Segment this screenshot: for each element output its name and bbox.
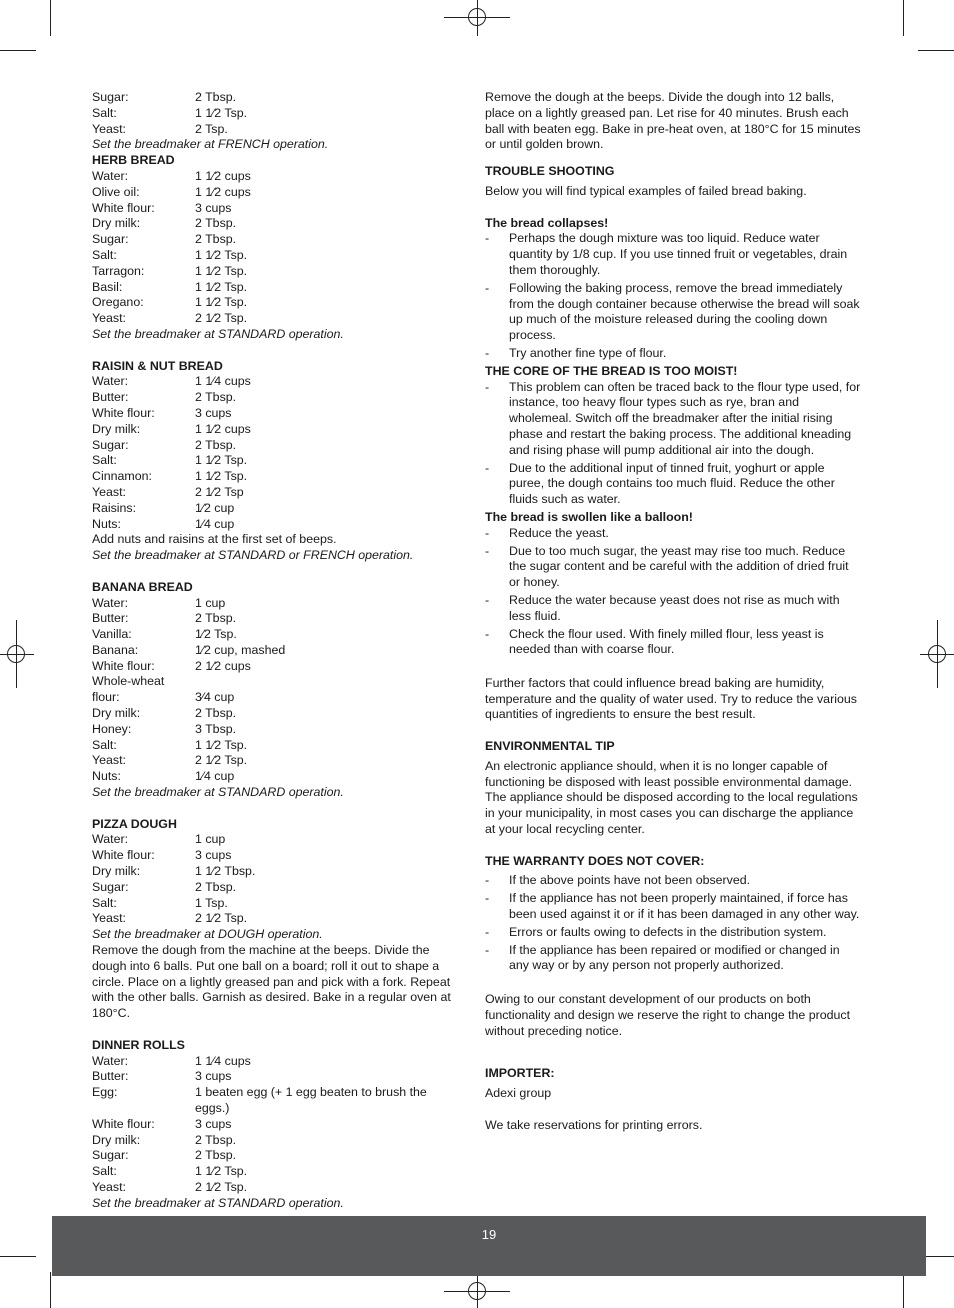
ingredient-amount: 1 1⁄2 Tsp.: [195, 1164, 248, 1179]
crop-mark: [903, 1272, 904, 1308]
influencing-factors: Further factors that could influence bread baking are humidity, temperature and the quality of water used. Try to reduce the various quantities of ingredients to ensure the best result.: [485, 675, 857, 722]
ingredient-name: Sugar:: [92, 90, 129, 104]
list-item: [485, 943, 863, 975]
list-item-text: Due to the additional input of tinned fruit, yoghurt or apple puree, the dough contains too much fluid. Reduce the other fluids such as water.: [509, 460, 835, 507]
ingredient-amount: 2 Tbsp.: [195, 216, 237, 231]
ingredient-name: Yeast:: [92, 1179, 126, 1194]
importer-name: Adexi group: [485, 1086, 552, 1101]
ingredient-name: Butter:: [92, 390, 129, 405]
ingredient-row: [92, 1164, 464, 1180]
ingredient-amount: 3 Tbsp.: [195, 721, 237, 736]
ingredient-amount: 2 1⁄2 cups: [195, 658, 251, 673]
warranty-title: THE WARRANTY DOES NOT COVER:: [485, 853, 705, 868]
ingredient-name: Basil:: [92, 279, 123, 294]
ingredient-amount: 1 1⁄2 Tsp.: [195, 737, 248, 752]
ingredient-amount: 1⁄4 cup: [195, 769, 235, 784]
ingredient-name: Water:: [92, 832, 129, 847]
dash-bullet: -: [485, 592, 490, 607]
ingredient-row: [92, 738, 464, 754]
crop-mark: [0, 1256, 36, 1257]
ingredient-amount: 2 Tbsp.: [195, 232, 237, 247]
ingredient-row: [92, 201, 464, 217]
ingredient-name: Salt:: [92, 247, 117, 262]
ingredient-amount: 3 cups: [195, 405, 232, 420]
ingredient-row: [92, 1085, 464, 1117]
list-item-text: If the above points have not been observed.: [509, 873, 751, 888]
ingredient-amount: 1 1⁄2 Tsp.: [195, 453, 248, 468]
ingredient-amount: 1 1⁄2 cups: [195, 184, 251, 199]
list-item: [485, 461, 863, 508]
ingredient-amount: 1 cup: [195, 832, 226, 847]
ingredient-row: [92, 1054, 464, 1070]
dash-bullet: -: [485, 626, 490, 641]
ingredient-row: [92, 280, 464, 296]
development-notice: Owing to our constant development of our products on both functionality and design we reserve the right to change the product without preceding notice.: [485, 992, 851, 1038]
ingredient-row: [92, 596, 464, 612]
ingredient-amount: 2 Tbsp.: [195, 879, 237, 894]
ingredient-row: [92, 627, 464, 643]
right-column: [485, 90, 863, 1133]
ingredient-row: [92, 643, 464, 659]
ingredient-amount: 2 1⁄2 Tsp.: [195, 1179, 248, 1194]
ingredient-amount: 2 Tbsp.: [195, 90, 237, 104]
ingredient-row: [92, 659, 464, 675]
ingredient-row: [92, 438, 464, 454]
ingredient-row: [92, 896, 464, 912]
ingredient-name: Whole-wheat: [92, 674, 165, 689]
trouble-shooting-intro: Below you will find typical examples of failed bread baking.: [485, 183, 807, 198]
raisin-bread-note: Set the breadmaker at STANDARD or FRENCH operation.: [92, 548, 414, 563]
french-tail-list: [92, 90, 464, 137]
ingredient-name: Yeast:: [92, 311, 126, 326]
printing-errors-notice: We take reservations for printing errors.: [485, 1117, 703, 1132]
ingredient-name: Salt:: [92, 737, 117, 752]
ingredient-name: Nuts:: [92, 516, 121, 531]
bread-too-moist-title: THE CORE OF THE BREAD IS TOO MOIST!: [485, 363, 738, 378]
ingredient-amount: 1⁄2 cup: [195, 500, 235, 515]
ingredient-name: Salt:: [92, 105, 117, 120]
dash-bullet: -: [485, 873, 490, 888]
ingredient-name: Cinnamon:: [92, 469, 152, 484]
pizza-dough-ingredients: [92, 832, 464, 927]
list-item-text: Reduce the water because yeast does not rise as much with less fluid.: [509, 592, 840, 623]
ingredient-row: [92, 169, 464, 185]
bread-collapses-list: [485, 231, 863, 361]
banana-bread-title: BANANA BREAD: [92, 579, 193, 594]
ingredient-row: [92, 864, 464, 880]
ingredient-name: Salt:: [92, 895, 117, 910]
warranty-list: [485, 873, 863, 974]
list-item: [485, 380, 863, 459]
ingredient-amount: 3 cups: [195, 1069, 232, 1084]
ingredient-row: [92, 453, 464, 469]
crop-mark: [903, 0, 904, 36]
ingredient-row: [92, 911, 464, 927]
ingredient-name: White flour:: [92, 658, 155, 673]
ingredient-row: [92, 1133, 464, 1149]
ingredient-amount: 2 Tbsp.: [195, 706, 237, 721]
crop-mark: [50, 1272, 51, 1308]
herb-bread-note: Set the breadmaker at STANDARD operation.: [92, 326, 344, 341]
ingredient-amount: 1 1⁄4 cups: [195, 1053, 251, 1068]
list-item: [485, 281, 863, 344]
ingredient-name: White flour:: [92, 1116, 155, 1131]
ingredient-amount: 1⁄2 cup, mashed: [195, 642, 286, 657]
ingredient-row: [92, 122, 464, 138]
list-item: [485, 346, 863, 362]
ingredient-row: [92, 674, 464, 690]
dash-bullet: -: [485, 460, 490, 475]
ingredient-name: Butter:: [92, 611, 129, 626]
ingredient-amount: 2 1⁄2 Tsp.: [195, 311, 248, 326]
bread-collapses-title: The bread collapses!: [485, 215, 609, 230]
ingredient-amount: 3 cups: [195, 1116, 232, 1131]
ingredient-row: [92, 469, 464, 485]
ingredient-row: [92, 690, 464, 706]
ingredient-row: [92, 406, 464, 422]
ingredient-name: Sugar:: [92, 1148, 129, 1163]
list-item: [485, 526, 863, 542]
ingredient-name: Yeast:: [92, 121, 126, 136]
ingredient-name: Egg:: [92, 1085, 118, 1100]
ingredient-name: Salt:: [92, 453, 117, 468]
ingredient-amount: 1 Tsp.: [195, 895, 228, 910]
ingredient-row: [92, 295, 464, 311]
list-item-text: This problem can often be traced back to the flour type used, for instance, too heavy flour types such as rye, bran and wholemeal. Switch off the breadmaker after the initial rising phase and restart the baking process. The additional kneading and rising phase will pump additional air into the dough.: [509, 379, 861, 457]
ingredient-name: Dry milk:: [92, 421, 141, 436]
ingredient-name: Oregano:: [92, 295, 144, 310]
raisin-bread-ingredients: [92, 374, 464, 532]
list-item: [485, 544, 863, 591]
ingredient-amount: 2 Tbsp.: [195, 437, 237, 452]
ingredient-amount: 1 1⁄2 cups: [195, 168, 251, 183]
bread-balloon-title: The bread is swollen like a balloon!: [485, 509, 693, 524]
ingredient-amount: [195, 674, 464, 690]
ingredient-amount: 1 1⁄2 Tsp.: [195, 469, 248, 484]
list-item-text: Due to too much sugar, the yeast may rise too much. Reduce the sugar content and be careful with the addition of dried fruit or honey.: [509, 543, 849, 590]
ingredient-amount: 3⁄4 cup: [195, 690, 235, 705]
ingredient-row: [92, 753, 464, 769]
ingredient-amount: 2 Tbsp.: [195, 611, 237, 626]
dinner-rolls-ingredients: [92, 1054, 464, 1196]
registration-mark-icon: [468, 1282, 486, 1300]
ingredient-amount: 1 cup: [195, 595, 226, 610]
pizza-dough-title: PIZZA DOUGH: [92, 816, 177, 831]
ingredient-row: [92, 706, 464, 722]
ingredient-row: [92, 848, 464, 864]
list-item-text: Errors or faults owing to defects in the distribution system.: [509, 924, 827, 939]
ingredient-row: [92, 722, 464, 738]
dash-bullet: -: [485, 379, 490, 394]
ingredient-row: [92, 422, 464, 438]
ingredient-name: Yeast:: [92, 911, 126, 926]
banana-bread-ingredients: [92, 596, 464, 786]
ingredient-row: [92, 611, 464, 627]
list-item: [485, 593, 863, 625]
ingredient-name: Water:: [92, 595, 129, 610]
pizza-dough-note: Set the breadmaker at DOUGH operation.: [92, 927, 323, 942]
dash-bullet: -: [485, 525, 490, 540]
ingredient-row: [92, 90, 464, 106]
list-item-text: Following the baking process, remove the bread immediately from the dough container because otherwise the bread will soak up much of the moisture released during the cooling down process.: [509, 280, 860, 343]
ingredient-row: [92, 185, 464, 201]
list-item-text: Reduce the yeast.: [509, 525, 609, 540]
trouble-shooting-title: TROUBLE SHOOTING: [485, 164, 615, 179]
herb-bread-title: HERB BREAD: [92, 153, 175, 168]
list-item: [485, 873, 863, 889]
crop-mark: [50, 0, 51, 36]
ingredient-name: White flour:: [92, 848, 155, 863]
dash-bullet: -: [485, 231, 490, 246]
list-item-text: Check the flour used. With finely milled flour, less yeast is needed than with coarse flour.: [509, 626, 824, 657]
dash-bullet: -: [485, 891, 490, 906]
list-item: [485, 627, 863, 659]
ingredient-name: Dry milk:: [92, 864, 141, 879]
crop-mark: [0, 50, 36, 51]
list-item-text: If the appliance has not been properly maintained, if force has been used against it or if it has been damaged in any other way.: [509, 891, 860, 922]
environmental-tip-text: An electronic appliance should, when it is no longer capable of functioning be disposed with least possible environmental damage. The appliance should be disposed according to the local regulations in your municipality, in most cases you can discharge the appliance at your local recycling center.: [485, 758, 858, 837]
ingredient-name: Yeast:: [92, 484, 126, 499]
ingredient-name: Dry milk:: [92, 1132, 141, 1147]
ingredient-row: [92, 390, 464, 406]
ingredient-row: [92, 216, 464, 232]
ingredient-name: Nuts:: [92, 769, 121, 784]
ingredient-name: Water:: [92, 1053, 129, 1068]
ingredient-row: [92, 1148, 464, 1164]
ingredient-row: [92, 517, 464, 533]
dash-bullet: -: [485, 543, 490, 558]
ingredient-amount: 1 1⁄4 cups: [195, 374, 251, 389]
ingredient-amount: 3 cups: [195, 848, 232, 863]
ingredient-name: flour:: [92, 690, 120, 705]
list-item: [485, 925, 863, 941]
ingredient-name: Dry milk:: [92, 706, 141, 721]
herb-bread-ingredients: [92, 169, 464, 327]
list-item-text: Perhaps the dough mixture was too liquid. Reduce water quantity by 1/8 cup. If you use tinned fruit or vegetables, drain them thoroughly.: [509, 231, 848, 277]
ingredient-amount: 2 1⁄2 Tsp: [195, 484, 244, 499]
list-item-text: If the appliance has been repaired or modified or changed in any way or by any person not properly authorized.: [509, 942, 840, 973]
ingredient-amount: 1 1⁄2 Tsp.: [195, 247, 248, 262]
ingredient-amount: 1⁄4 cup: [195, 516, 235, 531]
ingredient-amount: 1 1⁄2 cups: [195, 421, 251, 436]
footer-bar: [52, 1216, 926, 1276]
left-column: [92, 90, 464, 1212]
ingredient-amount: 2 1⁄2 Tsp.: [195, 911, 248, 926]
banana-bread-note: Set the breadmaker at STANDARD operation.: [92, 785, 344, 800]
ingredient-name: Yeast:: [92, 753, 126, 768]
ingredient-row: [92, 374, 464, 390]
dinner-rolls-note: Set the breadmaker at STANDARD operation.: [92, 1195, 344, 1210]
ingredient-name: White flour:: [92, 200, 155, 215]
ingredient-row: [92, 1117, 464, 1133]
ingredient-row: [92, 485, 464, 501]
bread-too-moist-list: [485, 380, 863, 508]
ingredient-name: Vanilla:: [92, 627, 132, 642]
registration-mark-icon: [7, 645, 25, 663]
dash-bullet: -: [485, 345, 490, 360]
crop-mark: [918, 50, 954, 51]
ingredient-amount: 2 Tbsp.: [195, 1148, 237, 1163]
raisin-bread-instruction: Add nuts and raisins at the first set of beeps.: [92, 532, 337, 547]
ingredient-amount: 2 Tbsp.: [195, 390, 237, 405]
ingredient-row: [92, 1180, 464, 1196]
registration-mark-icon: [468, 8, 486, 26]
ingredient-name: Water:: [92, 168, 129, 183]
environmental-tip-title: ENVIRONMENTAL TIP: [485, 739, 615, 754]
importer-title: IMPORTER:: [485, 1066, 555, 1081]
dinner-rolls-title: DINNER ROLLS: [92, 1037, 185, 1052]
ingredient-name: Sugar:: [92, 437, 129, 452]
ingredient-amount: 2 Tbsp.: [195, 1132, 237, 1147]
ingredient-name: Raisins:: [92, 500, 137, 515]
ingredient-name: Water:: [92, 374, 129, 389]
ingredient-row: [92, 248, 464, 264]
ingredient-row: [92, 311, 464, 327]
list-item-text: Try another fine type of flour.: [509, 345, 667, 360]
ingredient-name: Sugar:: [92, 232, 129, 247]
list-item: [485, 231, 863, 278]
bread-balloon-list: [485, 526, 863, 658]
ingredient-name: Butter:: [92, 1069, 129, 1084]
registration-mark-icon: [928, 645, 946, 663]
dinner-rolls-instructions: Remove the dough at the beeps. Divide the dough into 12 balls, place on a lightly greased pan. Let rise for 40 minutes. Brush each ball with beaten egg. Bake in pre-heat oven, at 180°C for 15 minutes or until golden brown.: [485, 90, 861, 152]
ingredient-row: [92, 1069, 464, 1085]
ingredient-row: [92, 501, 464, 517]
ingredient-row: [92, 880, 464, 896]
ingredient-amount: 1 beaten egg (+ 1 egg beaten to brush the eggs.): [195, 1085, 427, 1115]
ingredient-amount: 3 cups: [195, 200, 232, 215]
ingredient-name: Dry milk:: [92, 216, 141, 231]
ingredient-amount: 1 1⁄2 Tsp.: [195, 263, 248, 278]
ingredient-row: [92, 232, 464, 248]
ingredient-name: Sugar:: [92, 879, 129, 894]
ingredient-name: Honey:: [92, 721, 132, 736]
ingredient-row: [92, 264, 464, 280]
ingredient-row: [92, 832, 464, 848]
ingredient-row: [92, 769, 464, 785]
ingredient-amount: 1⁄2 Tsp.: [195, 627, 237, 642]
raisin-bread-title: RAISIN & NUT BREAD: [92, 358, 223, 373]
ingredient-amount: 2 Tsp.: [195, 121, 228, 136]
ingredient-name: Banana:: [92, 642, 139, 657]
pizza-dough-instructions: Remove the dough from the machine at the beeps. Divide the dough into 6 balls. Put one ball on a board; roll it out to shape a circle. Place on a lightly greased pan and pick with a fork. Repeat with the other balls. Garnish as desired. Bake in a regular oven at 180°C.: [92, 943, 451, 1021]
ingredient-amount: 1 1⁄2 Tsp.: [195, 279, 248, 294]
ingredient-amount: 1 1⁄2 Tsp.: [195, 295, 248, 310]
ingredient-amount: 1 1⁄2 Tsp.: [195, 105, 248, 120]
page-number: 19: [481, 1227, 497, 1242]
dash-bullet: -: [485, 280, 490, 295]
dash-bullet: -: [485, 942, 490, 957]
ingredient-name: Salt:: [92, 1164, 117, 1179]
list-item: [485, 891, 863, 923]
ingredient-row: [92, 106, 464, 122]
french-operation-note: Set the breadmaker at FRENCH operation.: [92, 137, 329, 152]
ingredient-name: Tarragon:: [92, 263, 145, 278]
ingredient-name: White flour:: [92, 405, 155, 420]
ingredient-amount: 1 1⁄2 Tbsp.: [195, 864, 256, 879]
dash-bullet: -: [485, 924, 490, 939]
ingredient-name: Olive oil:: [92, 184, 140, 199]
ingredient-amount: 2 1⁄2 Tsp.: [195, 753, 248, 768]
